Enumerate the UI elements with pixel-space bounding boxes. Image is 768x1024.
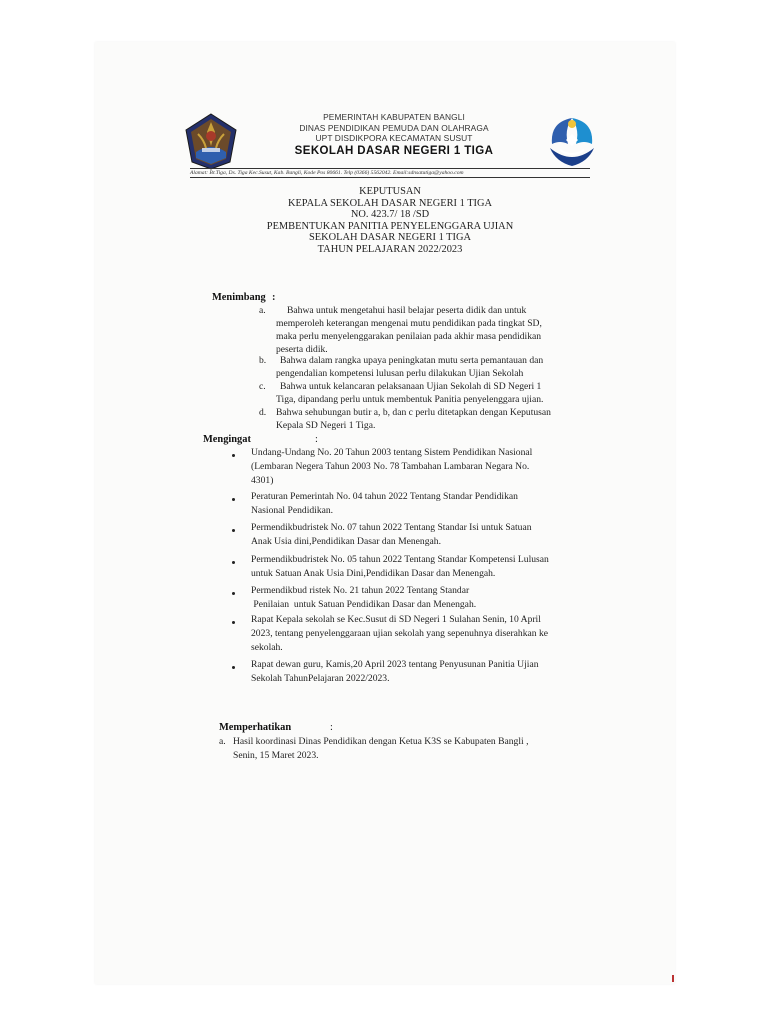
mengingat-item-2-line-1: Peraturan Pemerintah No. 04 tahun 2022 Tentang Standar Pendidikan — [251, 491, 518, 502]
menimbang-item-c-line-1: Bahwa untuk kelancaran pelaksanaan Ujian Sekolah di SD Negeri 1 — [280, 381, 542, 392]
memperhatikan-colon: : — [330, 722, 333, 733]
menimbang-item-a-line-3: maka perlu menyelenggarakan penilaian pada akhir masa pendidikan — [276, 331, 542, 342]
menimbang-item-a-line-1: Bahwa untuk mengetahui hasil belajar peserta didik dan untuk — [287, 305, 527, 316]
mengingat-item-6-line-2: 2023, tentang penyelenggaraan ujian sekolah yang sepenuhnya diserahkan ke — [251, 628, 549, 639]
mengingat-colon: : — [315, 434, 318, 445]
letterhead-line-2: DINAS PENDIDIKAN PEMUDA DAN OLAHRAGA — [299, 122, 489, 133]
memperhatikan-item-a-line-1: Hasil koordinasi Dinas Pendidikan dengan Ketua K3S se Kabupaten Bangli , — [233, 736, 529, 747]
memperhatikan-heading: Memperhatikan — [219, 722, 292, 733]
mengingat-item-5-line-2: Penilaian untuk Satuan Pendidikan Dasar dan Menengah. — [251, 599, 477, 610]
title-line-3: NO. 423.7/ 18 /SD — [350, 209, 430, 221]
mengingat-item-5-line-1: Permendikbud ristek No. 21 tahun 2022 Tentang Standar — [251, 585, 470, 596]
menimbang-item-a-line-2: memperoleh keterangan mengenai mutu pendidikan pada tingkat SD, — [276, 318, 542, 329]
menimbang-colon: : — [272, 292, 276, 303]
menimbang-item-d-line-2: Kepala SD Negeri 1 Tiga. — [276, 420, 376, 431]
mengingat-item-4-line-1: Permendikbudristek No. 05 tahun 2022 Tentang Standar Kompetensi Lulusan — [251, 554, 549, 565]
mengingat-item-7-line-2: Sekolah TahunPelajaran 2022/2023. — [251, 673, 390, 684]
title-line-5: SEKOLAH DASAR NEGERI 1 TIGA — [308, 232, 471, 244]
mengingat-item-3-line-2: Anak Usia dini,Pendidikan Dasar dan Menengah. — [251, 536, 441, 547]
letterhead-school-name: SEKOLAH DASAR NEGERI 1 TIGA — [294, 144, 494, 157]
mengingat-item-1-line-1: Undang-Undang No. 20 Tahun 2003 tentang Sistem Pendidikan Nasional — [251, 447, 533, 458]
mengingat-item-6-line-3: sekolah. — [251, 642, 283, 653]
menimbang-marker-d: d. — [259, 407, 267, 418]
title-line-1: KEPUTUSAN — [359, 186, 421, 197]
memperhatikan-marker-a: a. — [219, 736, 226, 747]
mengingat-item-1-line-2: (Lembaran Negera Tahun 2003 No. 78 Tambahan Lambaran Negara No. — [251, 461, 530, 472]
mengingat-item-3-line-1: Permendikbudristek No. 07 tahun 2022 Tentang Standar Isi untuk Satuan — [251, 522, 532, 533]
letterhead-line-1: PEMERINTAH KABUPATEN BANGLI — [323, 112, 465, 122]
menimbang-marker-a: a. — [259, 305, 266, 316]
decree-title — [200, 186, 580, 256]
menimbang-marker-c: c. — [259, 381, 266, 392]
menimbang-item-b-line-2: pengendalian kompetensi lulusan perlu dilakukan Ujian Sekolah — [276, 368, 524, 379]
memperhatikan-item-a-line-2: Senin, 15 Maret 2023. — [233, 750, 319, 761]
bangli-regency-emblem-icon — [184, 112, 238, 170]
mengingat-item-6-line-1: Rapat Kepala sekolah se Kec.Susut di SD Negeri 1 Sulahan Senin, 10 April — [251, 614, 541, 625]
title-line-4: PEMBENTUKAN PANITIA PENYELENGGARA UJIAN — [266, 220, 514, 232]
menimbang-marker-b: b. — [259, 355, 267, 366]
menimbang-item-b-line-1: Bahwa dalam rangka upaya peningkatan mutu serta pemantauan dan — [280, 355, 544, 366]
letterhead-line-3: UPT DISDIKPORA KECAMATAN SUSUT — [315, 133, 473, 143]
letterhead-address: Alamat: Br.Tiga, Ds. Tiga Kec.Susut, Kab. Bangli, Kode Pos 80661. Telp (0366) 5562042. Email:sdnsatutiga@yahoo.com — [190, 168, 590, 178]
education-logo-icon — [544, 110, 600, 172]
mengingat-item-4-line-2: untuk Satuan Anak Usia Dini,Pendidikan Dasar dan Menengah. — [251, 568, 496, 579]
letterhead-text — [242, 112, 546, 158]
mengingat-item-7-line-1: Rapat dewan guru, Kamis,20 April 2023 tentang Penyusunan Panitia Ujian — [251, 659, 539, 670]
title-line-2: KEPALA SEKOLAH DASAR NEGERI 1 TIGA — [287, 197, 493, 209]
menimbang-item-c-line-2: Tiga, dipandang perlu untuk membentuk Panitia penyelenggara ujian. — [276, 394, 544, 405]
menimbang-heading: Menimbang — [212, 292, 266, 303]
menimbang-item-a-line-4: peserta didik. — [276, 344, 328, 355]
mengingat-item-1-line-3: 4301) — [251, 475, 274, 486]
mengingat-item-2-line-2: Nasional Pendidikan. — [251, 505, 334, 516]
title-line-6: TAHUN PELAJARAN 2022/2023 — [317, 243, 463, 255]
scan-edge-mark — [672, 975, 674, 982]
mengingat-heading: Mengingat — [203, 434, 251, 445]
menimbang-item-d-line-1: Bahwa sehubungan butir a, b, dan c perlu ditetapkan dengan Keputusan — [276, 407, 551, 418]
letterhead — [182, 108, 586, 174]
